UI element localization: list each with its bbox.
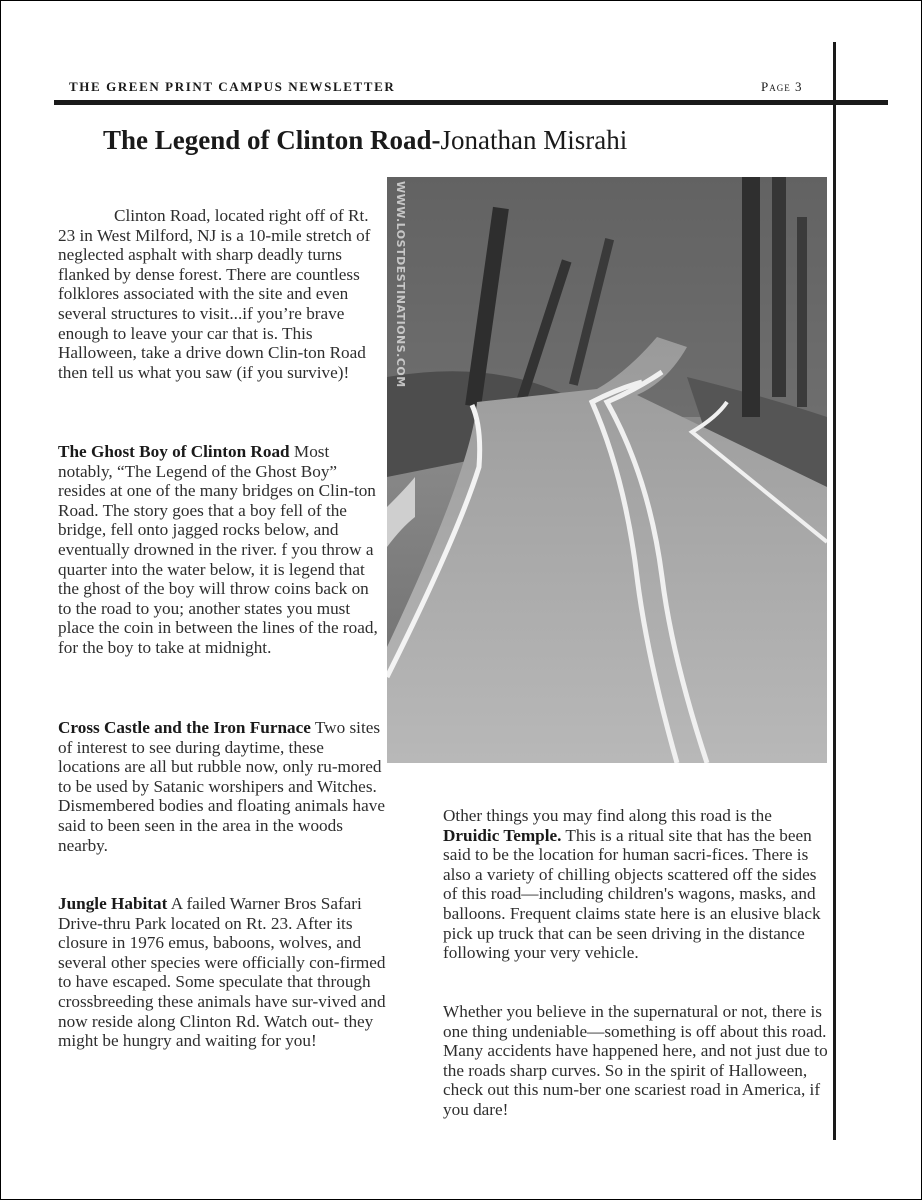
article-author: Jonathan Misrahi [440,125,628,155]
article-title-text: The Legend of Clinton Road- [103,125,441,155]
section-heading: Cross Castle and the Iron Furnace [58,718,311,737]
road-photo [387,177,827,763]
section-cross-castle [58,718,388,855]
closing-text: Whether you believe in the supernatural or not, there is one thing undeniable—something is off about this road. Many accidents have happened here, and not just due to the roads sharp curves. So in the spirit of Halloween, check out this num-ber one scariest road in America, if you dare! [443,1002,828,1119]
header-rule [54,100,888,105]
section-body: Two sites of interest to see during daytime, these locations are all but rubble now, only ru-mored to be used by Satanic worshipers and Witches. Dismembered bodies and floating animals have said to been seen in the area in the woods nearby. [58,718,385,855]
winding-road-image [387,177,827,763]
vertical-rule [833,42,836,1140]
section-body: A failed Warner Bros Safari Drive-thru Park located on Rt. 23. After its closure in 1976 emus, baboons, wolves, and several other species were officially con-firmed to have escaped. Some speculate that through crossbreeding these animals have sur-vived and now reside along Clinton Rd. Watch out- they might be hungry and waiting for you! [58,894,386,1051]
page-number: Page 3 [761,79,803,94]
closing-paragraph [443,1002,829,1120]
section-heading: The Ghost Boy of Clinton Road [58,442,290,461]
section-heading: Jungle Habitat [58,894,168,913]
newsletter-title: THE GREEN PRINT CAMPUS NEWSLETTER [69,79,396,94]
intro-paragraph [58,206,380,382]
article-title [103,125,627,156]
photo-watermark: WWW.LOSTDESTINATIONS.COM [394,181,407,388]
section-body: Most notably, “The Legend of the Ghost Boy” resides at one of the many bridges on Clin-ton Road. The story goes that a boy fell of the bridge, fell onto jagged rocks below, and eventually drowned in the river. f you throw a quarter into the water below, it is legend that the ghost of the boy will throw coins back on to the road to you; another states you must place the coin in between the lines of the road, for the boy to take at midnight. [58,442,378,657]
paragraph-text: Other things you may find along this road is the [443,806,772,825]
druidic-temple-heading: Druidic Temple. [443,825,562,845]
section-jungle-habitat [58,894,400,1051]
druidic-temple-paragraph [443,806,829,963]
intro-text: Clinton Road, located right off of Rt. 23 in West Milford, NJ is a 10-mile stretch of neglected asphalt with sharp deadly turns flanked by dense forest. There are countless folklores associated with the site and even several structures to visit...if you’re brave enough to leave your car that is. This Halloween, take a drive down Clin-ton Road then tell us what you saw (if you survive)! [58,206,371,382]
paragraph-text: This is a ritual site that has the been said to be the location for human sacri-fices. There is also a variety of chilling objects scattered off the sides of this road—including children's wagons, masks, and balloons. Frequent claims state here is an elusive black pick up truck that can be seen driving in the distance following your very vehicle. [443,825,821,963]
section-ghost-boy [58,442,380,658]
